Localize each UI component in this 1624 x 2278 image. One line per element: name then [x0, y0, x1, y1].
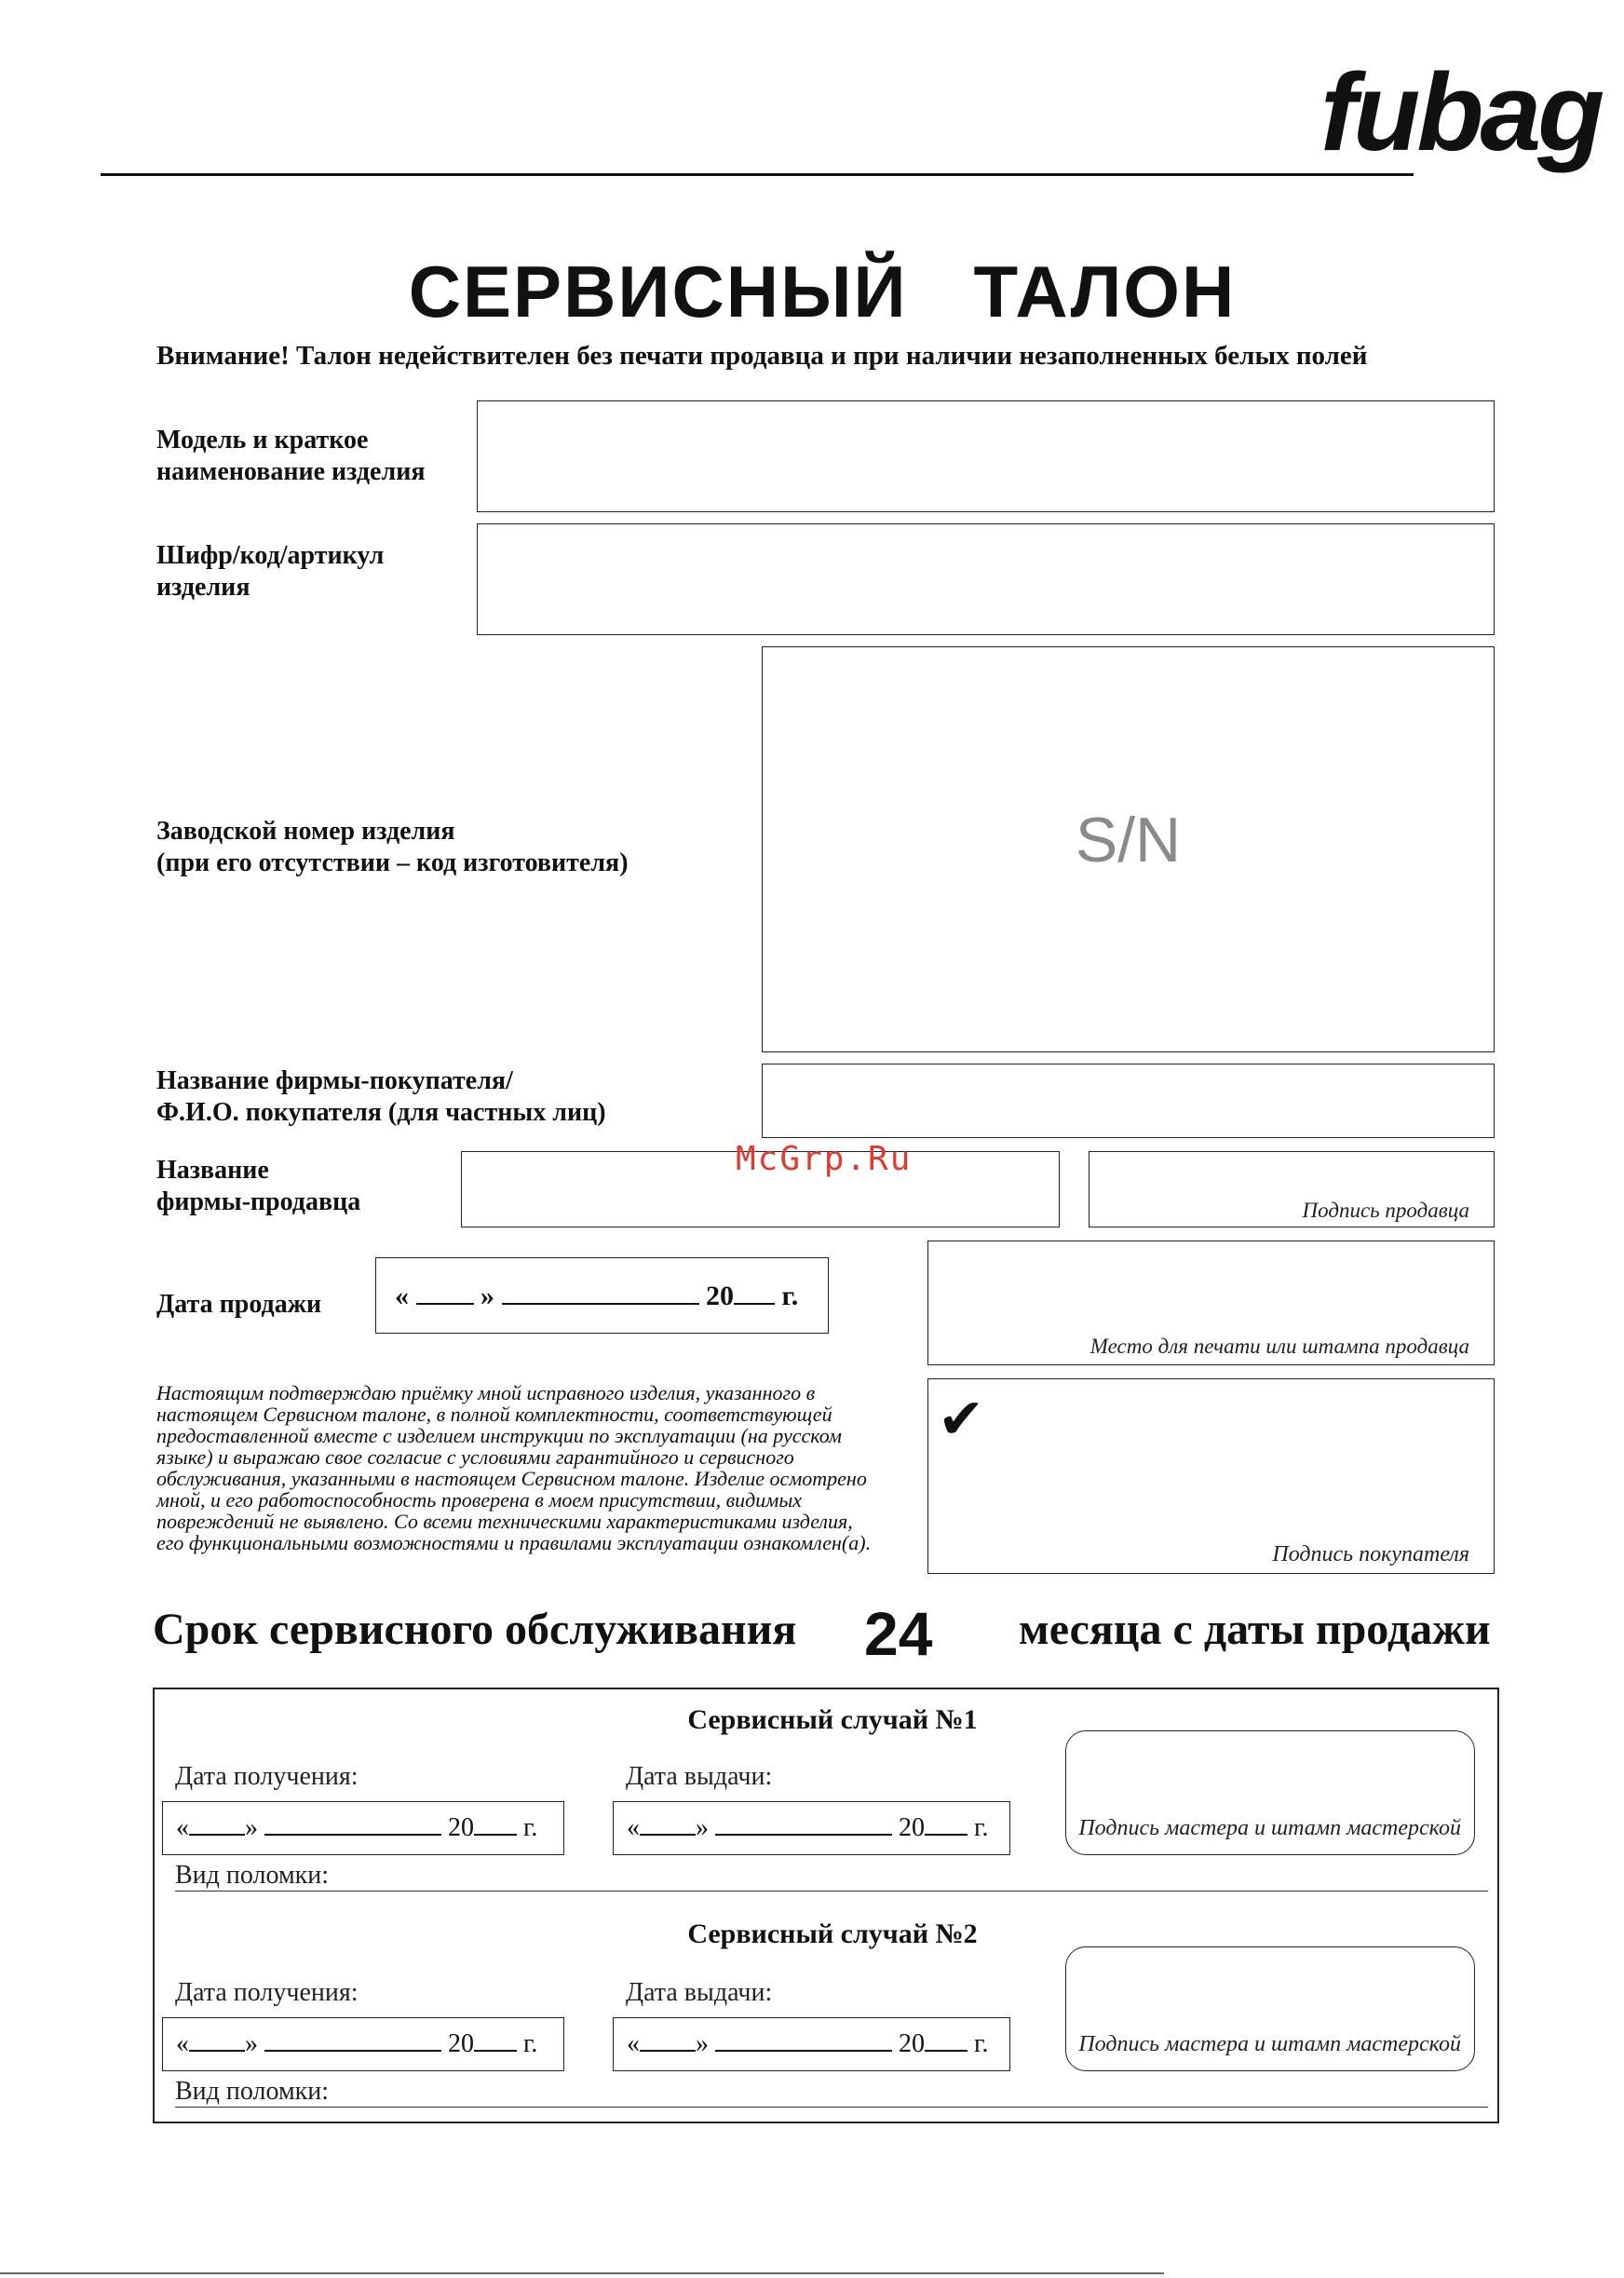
sc1-received-year-prefix: 20	[448, 1813, 474, 1842]
sc2-received-year-blank	[474, 2029, 517, 2052]
sc2-received-year-suffix: г.	[523, 2029, 538, 2058]
service-case-1-issued-date[interactable]	[613, 1801, 1010, 1855]
serial-label-line2: (при его отсутствии – код изготовителя)	[156, 848, 629, 877]
service-case-1-master-caption: Подпись мастера и штамп мастерской	[1078, 1816, 1461, 1840]
service-term-suffix: месяца с даты продажи	[1019, 1605, 1491, 1654]
serial-field[interactable]	[762, 646, 1495, 1052]
sale-date-year-suffix: г.	[781, 1281, 799, 1311]
code-label-line2: изделия	[156, 573, 250, 602]
buyer-signature-caption: Подпись покупателя	[1272, 1542, 1469, 1566]
buyer-label-line1: Название фирмы-покупателя/	[156, 1066, 513, 1095]
service-case-1-received-date[interactable]	[162, 1801, 564, 1855]
sc1-received-open: «	[176, 1813, 189, 1842]
sc2-received-year-prefix: 20	[448, 2029, 474, 2058]
check-mark-icon: ✔	[938, 1387, 985, 1452]
sc2-issued-open: «	[627, 2029, 640, 2058]
sc1-issued-year-prefix: 20	[899, 1813, 925, 1842]
service-case-1-defect-line	[175, 1891, 1488, 1892]
sc2-issued-year-prefix: 20	[899, 2029, 925, 2058]
seller-signature-field[interactable]	[1089, 1151, 1495, 1227]
sc1-issued-close: »	[696, 1813, 709, 1842]
service-case-2-received-label: Дата получения:	[175, 1978, 359, 2007]
model-label-line1: Модель и краткое	[156, 426, 369, 454]
seller-label-line1: Название	[156, 1156, 269, 1185]
service-term-prefix: Срок сервисного обслуживания	[153, 1605, 797, 1654]
buyer-label-line2: Ф.И.О. покупателя (для частных лиц)	[156, 1098, 606, 1127]
buyer-field[interactable]	[762, 1064, 1495, 1138]
service-case-2-title: Сервисный случай №2	[687, 1919, 978, 1949]
buyer-label	[156, 1065, 606, 1129]
sc2-received-close: »	[245, 2029, 258, 2058]
seller-label	[156, 1155, 360, 1218]
code-field[interactable]	[477, 523, 1495, 635]
model-field[interactable]	[477, 400, 1495, 512]
sc2-received-open: «	[176, 2029, 189, 2058]
seller-stamp-caption: Место для печати или штампа продавца	[1089, 1335, 1469, 1358]
service-case-2-master-caption: Подпись мастера и штамп мастерской	[1078, 2032, 1461, 2056]
sc1-issued-year-blank	[925, 1813, 968, 1836]
serial-placeholder: S/N	[1075, 805, 1182, 875]
sc1-received-year-blank	[474, 1813, 517, 1836]
sale-date-year-prefix: 20	[706, 1281, 734, 1311]
service-case-1-master-box[interactable]	[1065, 1730, 1475, 1855]
seller-signature-caption: Подпись продавца	[1302, 1199, 1469, 1222]
serial-label-line1: Заводской номер изделия	[156, 817, 455, 846]
sc1-issued-month-blank	[715, 1813, 892, 1836]
sale-date-field[interactable]	[375, 1257, 829, 1334]
sc1-issued-open: «	[627, 1813, 640, 1842]
service-case-2-defect-line	[175, 2107, 1488, 2108]
service-case-2-defect-label: Вид поломки:	[175, 2077, 330, 2106]
sc1-received-close: »	[245, 1813, 258, 1842]
sc1-received-year-suffix: г.	[523, 1813, 538, 1842]
model-label	[156, 425, 425, 488]
sale-date-quote-close: »	[480, 1281, 494, 1311]
sc2-issued-year-suffix: г.	[974, 2029, 989, 2058]
sc2-received-month-blank	[264, 2029, 441, 2052]
service-term-months: 24	[864, 1599, 933, 1668]
sale-date-fill	[395, 1279, 798, 1312]
sale-date-label: Дата продажи	[156, 1290, 322, 1319]
sc1-issued-day-blank	[640, 1813, 696, 1836]
service-case-2-master-box[interactable]	[1065, 1946, 1475, 2071]
service-case-1-received-label: Дата получения:	[175, 1762, 359, 1791]
service-case-1-title: Сервисный случай №1	[687, 1704, 978, 1735]
sale-date-month-blank	[502, 1279, 699, 1305]
fubag-logo: fubag	[1320, 51, 1602, 174]
service-case-2-issued-label: Дата выдачи:	[626, 1978, 773, 2007]
service-case-2-received-date[interactable]	[162, 2017, 564, 2071]
confirmation-text: Настоящим подтверждаю приёмку мной исправного изделия, указанного в настоящем Сервисном талоне, в полной комплектности, соответствующей предоставленной вместе с изделием инструкции по эксплуатации (на русском языке) и выражаю свое согласие с условиями гарантийного и сервисного обслуживания, указанными в настоящем Сервисном талоне. Изделие осмотрено мной, и его работоспособность проверена в моем присутствии, видимых повреждений не выявлено. Со всеми техническими характеристиками изделия, его функциональными возможностями и правилами эксплуатации ознакомлен(а).	[156, 1381, 872, 1554]
code-label	[156, 540, 384, 603]
warning-text: Внимание! Талон недействителен без печати продавца и при наличии незаполненных белых полей	[156, 341, 1368, 371]
seller-label-line2: фирмы-продавца	[156, 1187, 361, 1216]
sale-date-year-blank	[734, 1279, 775, 1305]
watermark: McGrp.Ru	[736, 1140, 913, 1178]
model-label-line2: наименование изделия	[156, 457, 426, 486]
sc2-issued-close: »	[696, 2029, 709, 2058]
seller-stamp-field[interactable]	[927, 1241, 1495, 1365]
buyer-signature-field[interactable]	[927, 1378, 1495, 1574]
sc2-issued-day-blank	[640, 2029, 696, 2052]
code-label-line1: Шифр/код/артикул	[156, 541, 385, 570]
sc1-received-month-blank	[264, 1813, 441, 1836]
footer-rule	[0, 2272, 1164, 2274]
sale-date-day-blank	[416, 1279, 474, 1305]
sc2-issued-month-blank	[715, 2029, 892, 2052]
service-case-1-issued-label: Дата выдачи:	[626, 1762, 773, 1791]
sc1-issued-year-suffix: г.	[974, 1813, 989, 1842]
sale-date-quote-open: «	[395, 1281, 409, 1311]
header-rule	[101, 173, 1414, 176]
service-case-1-defect-label: Вид поломки:	[175, 1861, 330, 1890]
serial-label	[156, 816, 629, 879]
page-title: СЕРВИСНЫЙ ТАЛОН	[408, 251, 1237, 332]
sc2-received-day-blank	[189, 2029, 245, 2052]
sc2-issued-year-blank	[925, 2029, 968, 2052]
service-case-2-issued-date[interactable]	[613, 2017, 1010, 2071]
sc1-received-day-blank	[189, 1813, 245, 1836]
